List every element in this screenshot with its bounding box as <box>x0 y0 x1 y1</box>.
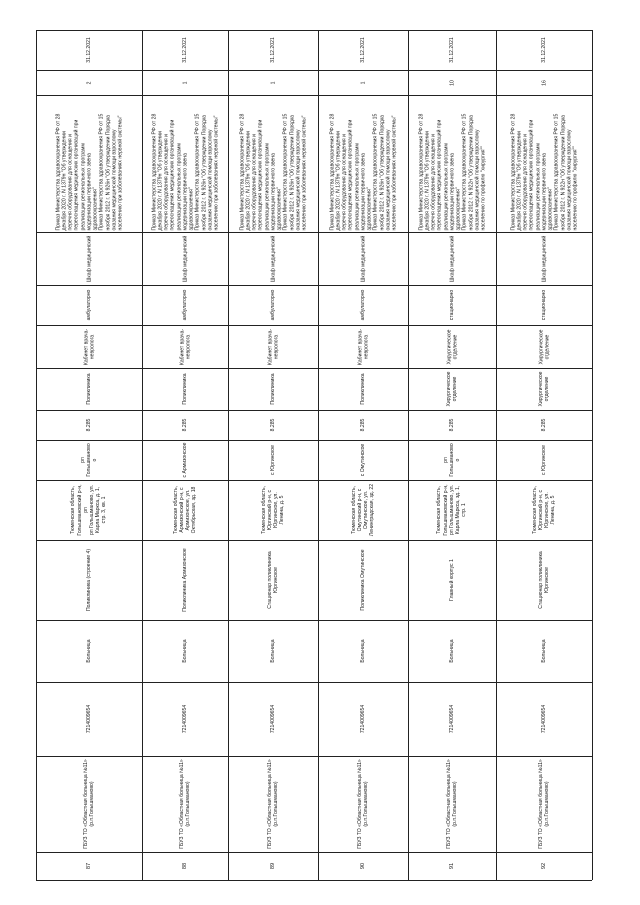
cell-locality: с Омутинское <box>359 443 366 477</box>
cell-type: Больница <box>181 639 188 663</box>
cell-order: Приказ Министерства здравоохранения РФ от 28 декабря 2020 г. N 1379н "Об утверждении перечня оборудования для оснащения и переоснащения медицинских организаций при реализации региональных программ модернизации первичного звена здравоохранения" Приказ Министерства здравоохранения РФ от 15 ноября 2012 г. N 926н "Об утверждении Порядка оказания медицинской помощи взрослому населению при заболеваниях нервной системы" <box>54 113 123 230</box>
cell-order: Приказ Министерства здравоохранения РФ от 28 декабря 2020 г. N 1379н "Об утверждении перечня оборудования для оснащения и переоснащения медицинских организаций при реализации региональных программ модернизации первичного звена здравоохранения" Приказ Министерства здравоохранения РФ от 15 ноября 2012 г. N 926н "Об утверждении Порядка оказания медицинской помощи взрослому населению при заболеваниях нервной системы" <box>328 113 397 230</box>
cell-care: амбулаторно <box>85 289 92 321</box>
cell-code: 8.285 <box>181 418 188 432</box>
cell-num: 89 <box>269 862 276 870</box>
cell-care: амбулаторно <box>359 289 366 321</box>
cell-qty: 2 <box>85 81 92 84</box>
cell-locality: рп Голышманово о <box>79 443 99 477</box>
table-field-divider <box>36 368 592 369</box>
cell-care: амбулаторно <box>181 289 188 321</box>
cell-date: 31.12.2021 <box>540 37 547 63</box>
cell-address: Тюменская область, Юргинский р-н, с Юргинское, ул. Ленина, д. 5 <box>531 486 557 534</box>
cell-sub1: Поликлиника <box>359 373 366 405</box>
cell-sub1: Поликлиника <box>181 373 188 405</box>
cell-inn: 7214009654 <box>359 704 366 734</box>
table-row-divider <box>36 30 37 880</box>
table-field-divider <box>36 325 592 326</box>
cell-locality: с Юргинское <box>269 445 276 475</box>
cell-address: Тюменская область, Омутинский р-н, с Омутинское, ул. Ленинградская, зд. 22 <box>350 483 376 537</box>
table-field-divider <box>36 285 592 286</box>
cell-sub1: Поликлиника <box>269 373 276 405</box>
cell-org: ГБУЗ ТО «Областная больница №11» (р.п.Голышманово) <box>266 759 279 849</box>
cell-order: Приказ Министерства здравоохранения РФ от 28 декабря 2020 г. N 1379н "Об утверждении перечня оборудования для оснащения и переоснащения медицинских организаций при реализации региональных программ модернизации первичного звена здравоохранения" Приказ Министерства здравоохранения РФ от 15 ноября 2012 г. N 926н "Об утверждении Порядка оказания медицинской помощи взрослому населению при заболеваниях нервной системы" <box>238 113 307 230</box>
cell-type: Больница <box>448 639 455 663</box>
cell-type: Больница <box>540 639 547 663</box>
table-row-divider <box>496 30 497 880</box>
cell-sub2: Кабинет врача- невролога <box>178 328 191 365</box>
cell-num: 87 <box>85 862 92 870</box>
cell-care: амбулаторно <box>269 289 276 321</box>
cell-inn: 7214009654 <box>448 704 455 734</box>
cell-org: ГБУЗ ТО «Областная больница №11» (р.п.Голышманово) <box>178 759 191 849</box>
cell-address: Тюменская область, Голышмановский р-н, рп Голышманово, ул. Карла Маркса, зд. 1, стр. 1 <box>436 484 468 536</box>
cell-code: 8.285 <box>269 418 276 432</box>
cell-care: стационарно <box>540 289 547 321</box>
cell-equip: Шкаф медицинский <box>269 235 276 282</box>
cell-num: 91 <box>448 862 455 870</box>
cell-type: Больница <box>269 639 276 663</box>
cell-care: стационарно <box>448 289 455 321</box>
cell-locality: с Юргинское <box>540 445 547 475</box>
cell-date: 31.12.2021 <box>448 37 455 63</box>
table-field-divider <box>36 756 592 757</box>
cell-sub2: Кабинет врача- невролога <box>266 328 279 365</box>
table-field-divider <box>36 620 592 621</box>
cell-address: Тюменская область, Голышмановский р-н, рп рп Голышманово, ул. Карла Маркса, д. 1, стр. 3, кв. 1 <box>70 484 108 536</box>
cell-address: Тюменская область, Юргинский р-н, с Юргинское, ул. Ленина, д. 5 <box>260 486 286 534</box>
cell-order: Приказ Министерства здравоохранения РФ от 28 декабря 2020 г. N 1379н "Об утверждении перечня оборудования для оснащения и переоснащения медицинских организаций при реализации региональных программ модернизации первичного звена здравоохранения" Приказ Министерства здравоохранения РФ от 15 ноября 2012 г. N 922н "Об утверждении Порядка оказания медицинской помощи взрослому населению по профилю "хирургия"" <box>417 113 486 230</box>
cell-equip: Шкаф медицинский <box>448 235 455 282</box>
cell-org: ГБУЗ ТО «Областная больница №11» (р.п.Голышманово) <box>445 759 458 849</box>
cell-locality: рп Голышманово о <box>442 443 462 477</box>
table-field-divider <box>36 682 592 683</box>
cell-locality: с Армизонское <box>181 442 188 478</box>
cell-sub1: Хирургическое отделение <box>445 371 458 407</box>
table-field-divider <box>36 410 592 411</box>
cell-dept: Поликлиника Омутинское <box>359 549 366 611</box>
cell-type: Больница <box>85 639 92 663</box>
cell-equip: Шкаф медицинский <box>181 235 188 282</box>
cell-code: 8.285 <box>85 418 92 432</box>
cell-order: Приказ Министерства здравоохранения РФ от 28 декабря 2020 г. N 1379н "Об утверждении перечня оборудования для оснащения и переоснащения медицинских организаций при реализации региональных программ модернизации первичного звена здравоохранения" Приказ Министерства здравоохранения РФ от 15 ноября 2012 г. N 926н "Об утверждении Порядка оказания медицинской помощи взрослому населению при заболеваниях нервной системы" <box>150 113 219 230</box>
table-field-divider <box>36 232 592 233</box>
cell-dept: Поликлиника Армизонское <box>181 548 188 612</box>
cell-date: 31.12.2021 <box>85 37 92 63</box>
cell-date: 31.12.2021 <box>269 37 276 63</box>
cell-num: 88 <box>181 862 188 870</box>
table-row-divider <box>408 30 409 880</box>
cell-sub1: Поликлиника <box>85 373 92 405</box>
cell-num: 90 <box>359 862 366 870</box>
cell-num: 92 <box>540 862 547 870</box>
table-row-divider <box>228 30 229 880</box>
table-row-divider <box>142 30 143 880</box>
cell-order: Приказ Министерства здравоохранения РФ от 28 декабря 2020 г. N 1379н "Об утверждении перечня оборудования для оснащения и переоснащения медицинских организаций при реализации региональных программ модернизации первичного звена здравоохранения" Приказ Министерства здравоохранения РФ от 15 ноября 2012 г. N 922н "Об утверждении Порядка оказания медицинской помощи взрослому населению по профилю "хирургия"" <box>509 113 578 230</box>
cell-code: 8.285 <box>359 418 366 432</box>
cell-dept: Стационар поликлиника Юргинское <box>266 551 279 609</box>
cell-sub2: Хирургическое отделение <box>445 328 458 365</box>
table-field-divider <box>36 480 592 481</box>
table-field-divider <box>36 70 592 71</box>
cell-qty: 10 <box>448 79 455 86</box>
table-row-divider <box>318 30 319 880</box>
cell-code: 8.285 <box>448 418 455 432</box>
cell-equip: Шкаф медицинский <box>85 235 92 282</box>
cell-dept: Поликлиника (строение 4) <box>85 548 92 612</box>
table-field-divider <box>36 540 592 541</box>
table-field-divider <box>36 30 592 31</box>
cell-qty: 1 <box>269 81 276 84</box>
cell-qty: 1 <box>181 81 188 84</box>
cell-inn: 7214009654 <box>540 704 547 734</box>
cell-dept: Главный корпус 1 <box>448 559 455 601</box>
cell-inn: 7214009654 <box>181 704 188 734</box>
cell-inn: 7214009654 <box>85 704 92 734</box>
cell-sub1: Хирургическое отделение <box>537 371 550 407</box>
cell-sub2: Кабинет врача- невролога <box>82 328 95 365</box>
cell-sub2: Кабинет врача- невролога <box>356 328 369 365</box>
cell-dept: Стационар поликлиника Юргинское <box>537 551 550 609</box>
cell-address: Тюменская область, Армизонский р-н, с Армизонское, ул. Октябрьская, зд. 18 <box>172 486 198 534</box>
table-field-divider <box>36 95 592 96</box>
cell-inn: 7214009654 <box>269 704 276 734</box>
table-field-divider <box>36 440 592 441</box>
cell-qty: 1 <box>359 81 366 84</box>
cell-code: 8.285 <box>540 418 547 432</box>
table-row-divider <box>592 30 593 880</box>
table-border-bottom <box>36 880 592 881</box>
cell-equip: Шкаф медицинский <box>359 235 366 282</box>
cell-qty: 16 <box>540 79 547 86</box>
cell-org: ГБУЗ ТО «Областная больница №11» (р.п.Голышманово) <box>356 759 369 849</box>
cell-org: ГБУЗ ТО «Областная больница №11» (р.п.Голышманово) <box>82 759 95 849</box>
table-field-divider <box>36 852 592 853</box>
cell-date: 31.12.2021 <box>181 37 188 63</box>
cell-equip: Шкаф медицинский <box>540 235 547 282</box>
cell-date: 31.12.2021 <box>359 37 366 63</box>
cell-sub2: Хирургическое отделение <box>537 328 550 365</box>
cell-org: ГБУЗ ТО «Областная больница №11» (р.п.Голышманово) <box>537 759 550 849</box>
cell-type: Больница <box>359 639 366 663</box>
